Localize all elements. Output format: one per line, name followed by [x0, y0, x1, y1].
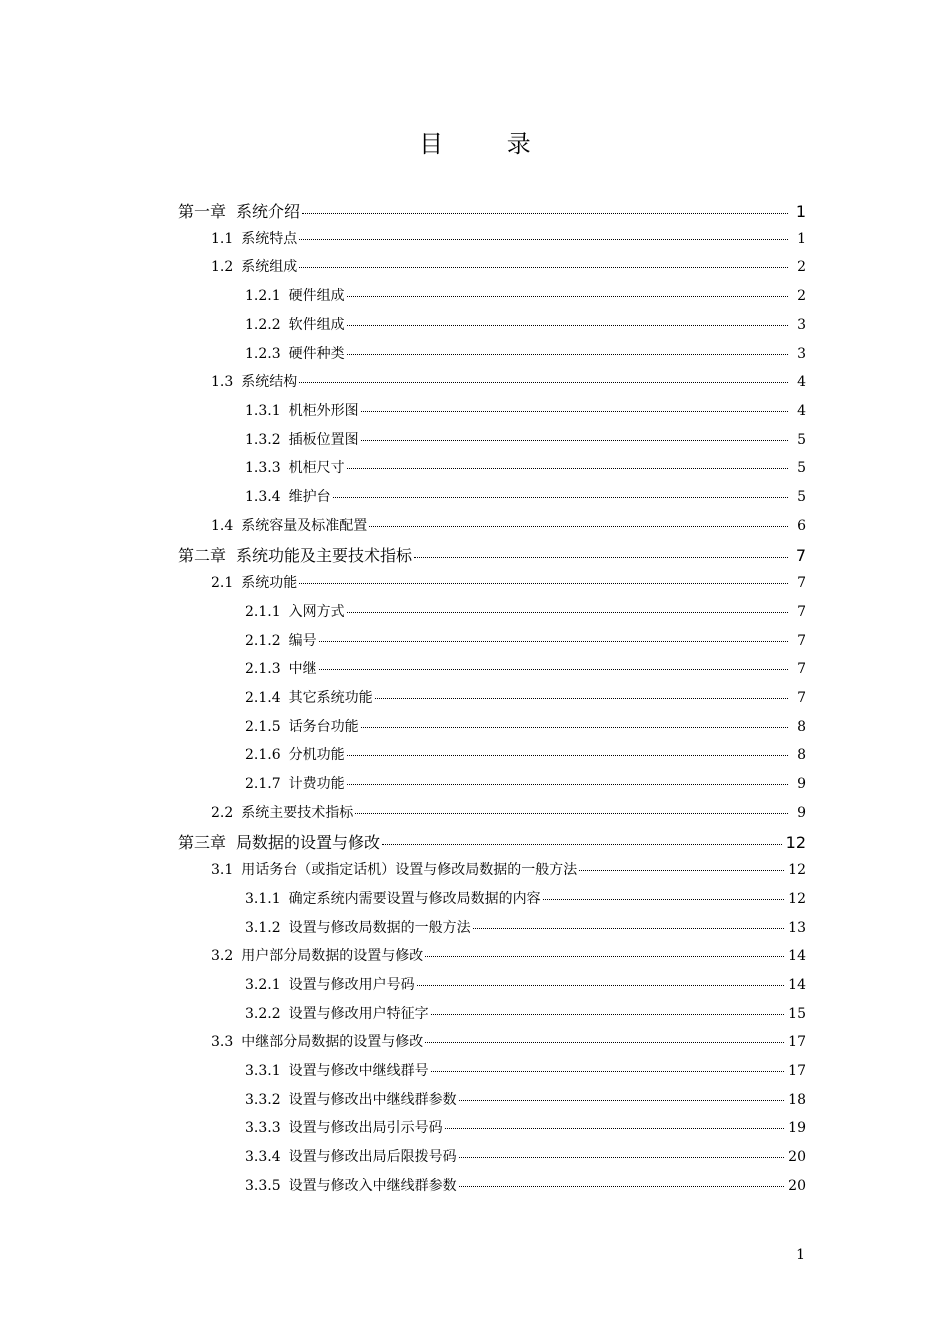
- toc-dot-leader: [431, 1071, 785, 1072]
- toc-entry[interactable]: [211, 1031, 806, 1055]
- toc-entry[interactable]: [245, 974, 806, 998]
- toc-entry-title: 插板位置图: [288, 431, 359, 448]
- toc-entry-page: 7: [797, 603, 806, 620]
- toc-entry-title: 其它系统功能: [288, 689, 373, 706]
- toc-entry[interactable]: [178, 199, 806, 223]
- toc-entry[interactable]: [245, 1117, 806, 1141]
- toc-entry-page: 20: [788, 1177, 806, 1194]
- toc-entry-number: 第三章: [178, 833, 227, 853]
- toc-entry-number: 1.2: [211, 259, 234, 276]
- toc-dot-leader: [425, 956, 784, 957]
- toc-entry-page: 1: [797, 230, 806, 247]
- toc-entry-page: 8: [797, 718, 806, 735]
- toc-entry[interactable]: [245, 400, 806, 424]
- toc-entry-number: 2.1: [211, 575, 234, 592]
- toc-entry-page: 20: [788, 1149, 806, 1166]
- toc-entry-page: 7: [797, 689, 806, 706]
- toc-entry-title: 系统介绍: [236, 202, 301, 221]
- toc-entry-page: 19: [788, 1120, 806, 1137]
- toc-dot-leader: [347, 354, 788, 355]
- toc-dot-leader: [425, 1042, 784, 1043]
- toc-entry-page: 7: [797, 575, 806, 592]
- toc-dot-leader: [333, 497, 788, 498]
- toc-entry-page: 17: [788, 1034, 806, 1051]
- toc-dot-leader: [417, 985, 785, 986]
- toc-entry-title: 系统组成: [241, 259, 298, 276]
- toc-entry-number: 3.2.2: [245, 1005, 281, 1022]
- toc-entry-page: 3: [797, 316, 806, 333]
- toc-dot-leader: [347, 784, 788, 785]
- toc-entry-page: 2: [797, 288, 806, 305]
- toc-entry-number: 1.2.1: [245, 288, 281, 305]
- toc-entry-title: 硬件种类: [288, 345, 345, 362]
- toc-entry[interactable]: [245, 486, 806, 510]
- toc-dot-leader: [361, 411, 788, 412]
- toc-entry-number: 3.3.3: [245, 1120, 281, 1137]
- toc-entry-page: 17: [788, 1063, 806, 1079]
- toc-entry-page: 7: [795, 546, 806, 566]
- toc-entry-title: 设置与修改中继线群号: [288, 1063, 429, 1079]
- toc-entry-title: 分机功能: [288, 747, 345, 764]
- toc-entry-page: 2: [797, 259, 806, 276]
- toc-dot-leader: [579, 870, 784, 871]
- toc-entry-title: 中继部分局数据的设置与修改: [241, 1034, 424, 1051]
- toc-entry-number: 第二章: [178, 546, 227, 566]
- toc-dot-leader: [355, 813, 788, 814]
- toc-entry-page: 14: [788, 976, 806, 993]
- toc-entry-number: 1.2.2: [245, 316, 281, 333]
- toc-entry[interactable]: [211, 371, 806, 395]
- toc-entry-title: 编号: [288, 632, 317, 649]
- toc-entry-title: 软件组成: [288, 316, 345, 333]
- toc-entry-title: 设置与修改入中继线群参数: [288, 1177, 457, 1194]
- toc-entry-number: 3.3: [211, 1034, 234, 1051]
- toc-entry[interactable]: [178, 543, 806, 567]
- toc-dot-leader: [459, 1100, 785, 1101]
- toc-entry[interactable]: [245, 917, 806, 941]
- toc-entry-number: 3.1.1: [245, 890, 281, 907]
- toc-entry[interactable]: [245, 429, 806, 453]
- page-number: 1: [796, 1247, 805, 1263]
- toc-dot-leader: [361, 727, 788, 728]
- toc-entry[interactable]: [245, 1146, 806, 1170]
- toc-entry-page: 5: [797, 431, 806, 448]
- toc-entry-title: 设置与修改用户号码: [288, 976, 415, 993]
- toc-dot-leader: [473, 928, 785, 929]
- toc-entry[interactable]: [245, 687, 806, 711]
- toc-entry[interactable]: [245, 457, 806, 481]
- toc-dot-leader: [347, 296, 788, 297]
- toc-entry-number: 1.3.2: [245, 431, 281, 448]
- toc-dot-leader: [347, 468, 788, 469]
- toc-entry[interactable]: [245, 1089, 806, 1113]
- toc-entry-number: 1.3: [211, 374, 234, 391]
- toc-entry-page: 1: [795, 202, 806, 221]
- toc-entry-number: 1.4: [211, 517, 234, 534]
- toc-entry-title: 计费功能: [288, 776, 345, 792]
- toc-entry-page: 4: [797, 402, 806, 419]
- toc-entry-title: 机柜外形图: [288, 402, 359, 419]
- toc-entry-number: 2.1.5: [245, 718, 281, 735]
- toc-entry-number: 2.1.2: [245, 632, 281, 649]
- toc-entry-title: 用话务台（或指定话机）设置与修改局数据的一般方法: [241, 862, 578, 879]
- toc-entry-number: 3.1: [211, 862, 234, 879]
- toc-entry-title: 系统结构: [241, 374, 298, 391]
- toc-entry-page: 14: [788, 948, 806, 965]
- toc-entry-page: 7: [797, 661, 806, 678]
- toc-entry-title: 话务台功能: [288, 718, 359, 735]
- page-title: 目 录: [419, 130, 559, 158]
- toc-entry[interactable]: [245, 1175, 806, 1199]
- toc-entry[interactable]: [245, 773, 806, 797]
- toc-entry-number: 2.1.4: [245, 689, 281, 706]
- toc-dot-leader: [543, 899, 785, 900]
- toc-entry-title: 设置与修改出中继线群参数: [288, 1091, 457, 1108]
- toc-entry-page: 9: [797, 804, 806, 821]
- toc-entry-page: 9: [797, 776, 806, 792]
- toc-entry[interactable]: [245, 744, 806, 768]
- toc-entry-title: 局数据的设置与修改: [236, 833, 381, 853]
- toc-entry[interactable]: [245, 601, 806, 625]
- toc-entry[interactable]: [245, 658, 806, 682]
- toc-entry-page: 12: [788, 862, 806, 879]
- toc-entry-number: 1.3.3: [245, 460, 281, 477]
- toc-entry-number: 2.1.6: [245, 747, 281, 764]
- toc-entry-page: 4: [797, 374, 806, 391]
- toc-entry[interactable]: [245, 1060, 806, 1084]
- toc-entry-title: 入网方式: [288, 603, 345, 620]
- toc-dot-leader: [431, 1014, 785, 1015]
- toc-entry-number: 2.1.3: [245, 661, 281, 678]
- toc-entry-title: 用户部分局数据的设置与修改: [241, 948, 424, 965]
- toc-dot-leader: [375, 698, 788, 699]
- toc-entry-page: 15: [788, 1005, 806, 1022]
- toc-entry-title: 硬件组成: [288, 288, 345, 305]
- toc-entry[interactable]: [211, 256, 806, 280]
- toc-entry-page: 12: [785, 833, 806, 853]
- toc-entry-title: 设置与修改局数据的一般方法: [288, 919, 471, 936]
- toc-entry-title: 系统特点: [241, 230, 298, 247]
- toc-entry-title: 设置与修改出局引示号码: [288, 1120, 443, 1137]
- toc-dot-leader: [445, 1128, 785, 1129]
- toc-dot-leader: [369, 526, 788, 527]
- toc-entry[interactable]: [178, 830, 806, 854]
- toc-entry[interactable]: [211, 515, 806, 539]
- toc-entry[interactable]: [245, 630, 806, 654]
- toc-entry-title: 维护台: [288, 489, 331, 505]
- toc-dot-leader: [361, 440, 788, 441]
- toc-dot-leader: [414, 557, 788, 558]
- toc-entry-page: 18: [788, 1091, 806, 1108]
- toc-dot-leader: [347, 755, 788, 756]
- toc-entry-title: 系统主要技术指标: [241, 804, 354, 821]
- toc-entry-page: 5: [797, 460, 806, 477]
- toc-dot-leader: [302, 213, 788, 214]
- toc-entry-number: 3.3.1: [245, 1063, 281, 1079]
- toc-dot-leader: [459, 1157, 785, 1158]
- toc-entry-title: 设置与修改用户特征字: [288, 1005, 429, 1022]
- toc-entry[interactable]: [245, 888, 806, 912]
- toc-entry-number: 第一章: [178, 202, 227, 221]
- toc-entry-number: 2.1.1: [245, 603, 281, 620]
- toc-entry-number: 3.3.4: [245, 1149, 281, 1166]
- toc-entry-title: 机柜尺寸: [288, 460, 345, 477]
- toc-entry-number: 1.3.4: [245, 489, 281, 505]
- toc-entry-number: 2.1.7: [245, 776, 281, 792]
- toc-dot-leader: [459, 1186, 785, 1187]
- toc-entry[interactable]: [211, 802, 806, 826]
- toc-entry-number: 1.2.3: [245, 345, 281, 362]
- toc-entry-page: 8: [797, 747, 806, 764]
- toc-dot-leader: [299, 239, 788, 240]
- toc-entry-title: 系统容量及标准配置: [241, 517, 368, 534]
- toc-entry[interactable]: [211, 945, 806, 969]
- toc-dot-leader: [299, 583, 788, 584]
- toc-entry-title: 系统功能及主要技术指标: [236, 546, 413, 566]
- toc-entry[interactable]: [245, 314, 806, 338]
- toc-entry[interactable]: [245, 1003, 806, 1027]
- toc-dot-leader: [299, 267, 788, 268]
- toc-dot-leader: [319, 669, 788, 670]
- toc-entry-title: 系统功能: [241, 575, 298, 592]
- toc-entry-page: 12: [788, 890, 806, 907]
- toc-entry[interactable]: [211, 572, 806, 596]
- toc-entry-page: 13: [788, 919, 806, 936]
- toc-dot-leader: [347, 325, 788, 326]
- toc-entry-number: 3.2.1: [245, 976, 281, 993]
- toc-entry-page: 7: [797, 632, 806, 649]
- toc-entry-title: 确定系统内需要设置与修改局数据的内容: [288, 890, 541, 907]
- toc-entry[interactable]: [245, 716, 806, 740]
- toc-entry[interactable]: [245, 285, 806, 309]
- toc-entry-number: 1.3.1: [245, 402, 281, 419]
- toc-dot-leader: [382, 844, 782, 845]
- toc-entry[interactable]: [245, 343, 806, 367]
- toc-entry-page: 6: [797, 517, 806, 534]
- toc-entry-number: 3.3.2: [245, 1091, 281, 1108]
- toc-entry-title: 中继: [288, 661, 317, 678]
- toc-dot-leader: [319, 641, 788, 642]
- toc-entry[interactable]: [211, 859, 806, 883]
- toc-entry-number: 3.2: [211, 948, 234, 965]
- toc-dot-leader: [299, 382, 788, 383]
- toc-entry-number: 3.3.5: [245, 1177, 281, 1194]
- toc-entry-page: 3: [797, 345, 806, 362]
- toc-entry-page: 5: [797, 489, 806, 505]
- toc-entry-title: 设置与修改出局后限拨号码: [288, 1149, 457, 1166]
- toc-entry-number: 3.1.2: [245, 919, 281, 936]
- toc-entry-number: 2.2: [211, 804, 234, 821]
- toc-dot-leader: [347, 612, 788, 613]
- toc-entry-number: 1.1: [211, 230, 234, 247]
- toc-entry[interactable]: [211, 228, 806, 252]
